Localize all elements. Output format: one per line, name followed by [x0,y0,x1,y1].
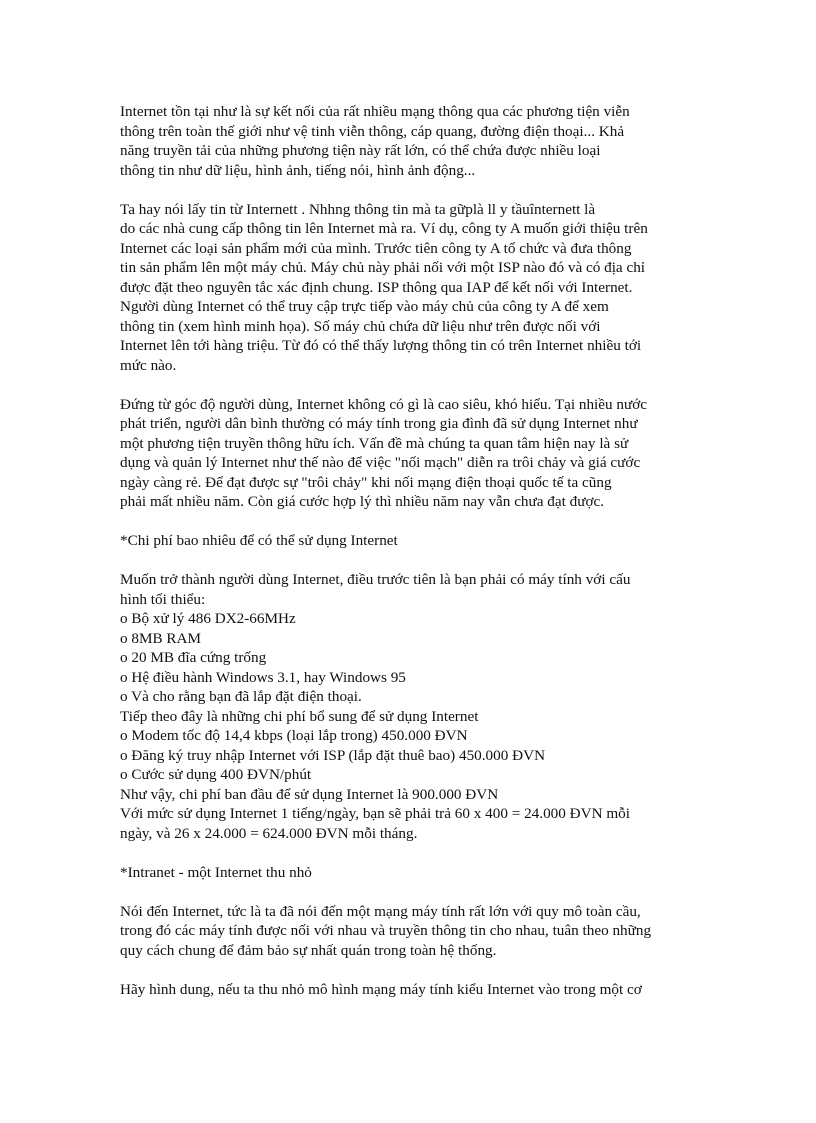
text-line: Internet các loại sản phẩm mới của mình. Trước tiên công ty A tổ chức và đưa thông [120,239,632,257]
text-line: thông tin (xem hình minh họa). Số máy chủ chứa dữ liệu như trên được nối với [120,317,601,335]
section-heading-intranet [120,863,700,883]
list-item: o Hệ điều hành Windows 3.1, hay Windows 95 [120,668,406,686]
text-line: Với mức sử dụng Internet 1 tiếng/ngày, bạn sẽ phải trả 60 x 400 = 24.000 ĐVN mỗi [120,805,630,822]
text-line: hình tối thiểu: [120,590,206,608]
text-line: Hãy hình dung, nếu ta thu nhỏ mô hình mạng máy tính kiểu Internet vào trong một cơ [120,980,642,998]
text-line: quy cách chung để đảm bảo sự nhất quán trong toàn hệ thống. [120,941,497,959]
text-line: mức nào. [120,356,177,374]
heading-text: *Intranet - một Internet thu nhỏ [120,863,312,881]
text-line: phát triển, người dân bình thường có máy tính trong gia đình đã sử dụng Internet như [120,415,638,432]
list-item: o Đăng ký truy nhập Internet với ISP (lắp đặt thuê bao) 450.000 ĐVN [120,746,546,764]
text-line: ngày càng rẻ. Để đạt được sự "trôi chảy" khi nối mạng điện thoại quốc tế ta cũng [120,473,612,491]
text-line: một phương tiện truyền thông hữu ích. Vấn đề mà chúng ta quan tâm hiện nay là sử [120,434,629,452]
text-line: Như vậy, chi phí ban đầu để sử dụng Internet là 900.000 ĐVN [120,785,499,803]
list-item: o Modem tốc độ 14,4 kbps (loại lắp trong) 450.000 ĐVN [120,727,468,744]
list-item: o Bộ xử lý 486 DX2-66MHz [120,610,296,627]
section-heading-cost [120,531,700,551]
paragraph-requirements-list [120,570,700,843]
paragraph-internet-definition [120,902,700,961]
text-line: được đặt theo nguyên tắc xác định chung. ISP thông qua IAP để kết nối với Internet. [120,278,633,296]
text-line: thông tin như dữ liệu, hình ảnh, tiếng nói, hình ảnh động... [120,161,476,179]
text-line: Tiếp theo đây là những chi phí bổ sung để sử dụng Internet [120,707,479,725]
text-line: Đứng từ góc độ người dùng, Internet không có gì là cao siêu, khó hiểu. Tại nhiều nước [120,395,648,413]
list-item: o 8MB RAM [120,629,202,647]
list-item: o Cước sử dụng 400 ĐVN/phút [120,766,312,783]
text-line: phải mất nhiều năm. Còn giá cước hợp lý thì nhiều năm nay vẫn chưa đạt được. [120,493,605,510]
paragraph-intranet-intro [120,980,700,1000]
text-line: tin sản phẩm lên một máy chủ. Máy chủ này phải nối với một ISP nào đó và có địa chỉ [120,259,646,276]
text-line: Internet lên tới hàng triệu. Từ đó có thể thấy lượng thông tin có trên Internet nhiều tới [120,337,642,354]
list-item: o 20 MB đĩa cứng trống [120,649,267,666]
heading-text: *Chi phí bao nhiêu để có thể sử dụng Internet [120,532,398,549]
text-line: trong đó các máy tính được nối với nhau và truyền thông tin cho nhau, tuân theo những [120,922,652,939]
text-line: năng truyền tải của những phương tiện này rất lớn, có thể chứa được nhiều loại [120,142,601,159]
text-line: do các nhà cung cấp thông tin lên Internet mà ra. Ví dụ, công ty A muốn giới thiệu trên [120,220,648,237]
text-line: Người dùng Internet có thể truy cập trực tiếp vào máy chủ của công ty A để xem [120,298,609,315]
paragraph-information-source [120,200,700,376]
text-line: thông trên toàn thế giới như vệ tinh viễn thông, cáp quang, đường điện thoại... Khả [120,122,625,140]
text-line: Muốn trở thành người dùng Internet, điều trước tiên là bạn phải có máy tính với cấu [120,571,631,588]
paragraph-user-perspective [120,395,700,512]
text-line: ngày, và 26 x 24.000 = 624.000 ĐVN mỗi tháng. [120,824,418,842]
text-line: Nói đến Internet, tức là ta đã nói đến một mạng máy tính rất lớn với quy mô toàn cầu, [120,902,641,920]
text-line: Ta hay nói lấy tin từ Internett . Nhhng thông tin mà ta gữplà ll y tầuînternett là [120,200,596,218]
list-item: o Và cho rằng bạn đã lắp đặt điện thoại. [120,688,362,705]
text-line: dụng và quản lý Internet như thế nào để việc "nối mạch" diễn ra trôi chảy và giá cước [120,454,641,471]
document-page [120,102,700,999]
text-line: Internet tồn tại như là sự kết nối của rất nhiều mạng thông qua các phương tiện viễn [120,103,630,120]
paragraph-internet-intro [120,102,700,180]
